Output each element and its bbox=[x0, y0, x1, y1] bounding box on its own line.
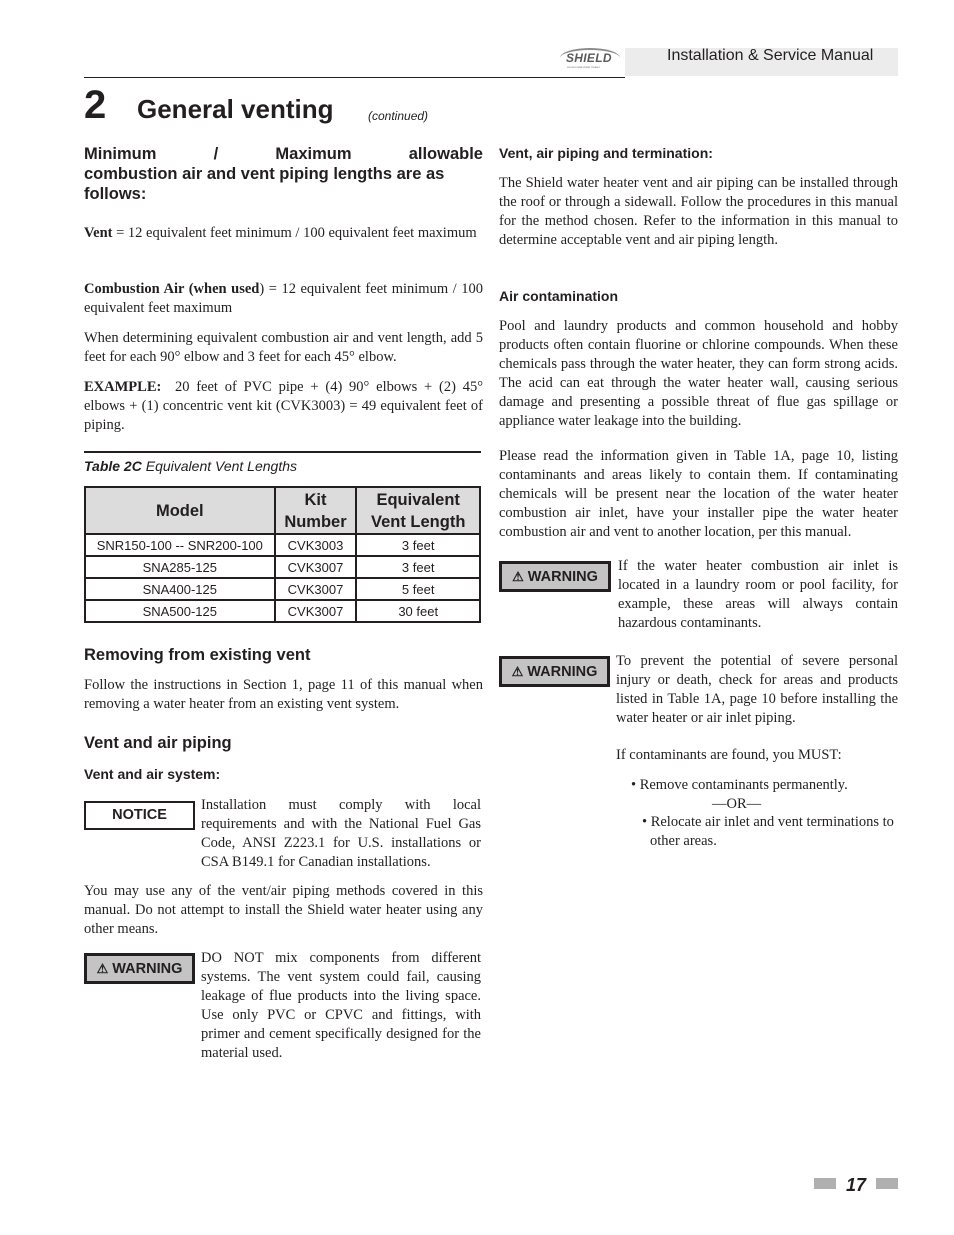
warning-text: DO NOT mix components from different systems. The vent system could fail, causing leakage of flue products into the living space. Use only PVC or CPVC and fittings, with primer and cement specifically designed for the material used. bbox=[201, 950, 481, 1061]
header-title: Installation & Service Manual bbox=[667, 47, 874, 64]
section-title: General venting bbox=[137, 94, 334, 124]
table-row bbox=[85, 578, 480, 600]
warning1-label: WARNING bbox=[527, 569, 598, 585]
table-header-model: Model bbox=[85, 487, 275, 534]
lengths-heading bbox=[84, 144, 483, 204]
warning2-label-box bbox=[499, 656, 610, 687]
page-number: 17 bbox=[846, 1175, 867, 1195]
table-top-rule bbox=[84, 451, 481, 453]
bullet-relocate: • Relocate air inlet and vent terminations to other areas. bbox=[642, 814, 894, 849]
notice-text: Installation must comply with local requirements and with the National Fuel Gas Code, ANSI Z223.1 for U.S. installations or CSA B149.1 for Canadian installations. bbox=[201, 797, 481, 870]
table-header-kit: Kit Number bbox=[275, 487, 357, 534]
example-text: 20 feet of PVC pipe + (4) 90° elbows + (2) 45° elbows + (1) concentric vent kit (CVK3003) = 49 equivalent feet of piping. bbox=[84, 379, 484, 433]
cell-model: SNA400-125 bbox=[85, 578, 275, 600]
vent-air-termination-heading: Vent, air piping and termination: bbox=[499, 145, 713, 161]
vent-text: = 12 equivalent feet minimum / 100 equivalent feet maximum bbox=[116, 225, 477, 241]
shield-logo bbox=[558, 48, 626, 74]
vent-air-heading: Vent and air piping bbox=[84, 734, 232, 752]
example-paragraph bbox=[84, 378, 483, 435]
cell-kit: CVK3007 bbox=[275, 600, 357, 622]
cell-model: SNA500-125 bbox=[85, 600, 275, 622]
equivalent-vent-lengths-table bbox=[84, 486, 481, 623]
vent-label: Vent bbox=[84, 225, 113, 241]
equivalent-length-paragraph: When determining equivalent combustion air and vent length, add 5 feet for each 90° elbow and 3 feet for each 45° elbow. bbox=[84, 330, 483, 365]
page-bar-right bbox=[876, 1178, 898, 1189]
table-row bbox=[85, 534, 480, 556]
air-contamination-paragraph-1: Pool and laundry products and common household and hobby products often contain fluorine or chlorine compounds. When these chemicals pass through the water heater, they can form strong acids. The acid can eat through the water heater wall, causing serious damage and presenting a possible threat of flue gas spillage or appliance water leakage into the building. bbox=[499, 318, 898, 429]
table-row bbox=[85, 600, 480, 622]
combustion-air-paragraph bbox=[84, 280, 483, 318]
table-row bbox=[85, 556, 480, 578]
page-bar-left bbox=[814, 1178, 836, 1189]
combustion-air-text: ) = 12 equivalent feet minimum / 100 equivalent feet maximum bbox=[84, 281, 483, 316]
example-label: EXAMPLE: bbox=[84, 379, 162, 395]
warning-triangle-icon: ⚠ bbox=[512, 569, 524, 584]
air-contamination-paragraph-2: Please read the information given in Table 1A, page 10, listing contaminants and areas likely to contain them. If contaminating chemicals will be present near the location of the water heater combustion air inlet, have your installer pipe the water heater combustion air and vent to another location, per this manual. bbox=[499, 448, 898, 540]
removing-paragraph: Follow the instructions in Section 1, page 11 of this manual when removing a water heater from an existing vent system. bbox=[84, 677, 483, 712]
cell-kit: CVK3007 bbox=[275, 578, 357, 600]
section-continued: (continued) bbox=[368, 109, 429, 123]
warning-label: WARNING bbox=[112, 961, 183, 977]
warning-triangle-icon: ⚠ bbox=[511, 664, 524, 679]
air-contamination-heading: Air contamination bbox=[499, 288, 619, 304]
cell-length: 3 feet bbox=[356, 534, 480, 556]
cell-kit: CVK3003 bbox=[275, 534, 357, 556]
methods-paragraph: You may use any of the vent/air piping methods covered in this manual. Do not attempt to install the Shield water heater using any other means. bbox=[84, 883, 483, 937]
removing-heading: Removing from existing vent bbox=[84, 646, 311, 664]
contaminants-found-text: If contaminants are found, you MUST: bbox=[616, 747, 842, 763]
lengths-heading-line1: Minimum / Maximum allowable bbox=[84, 145, 483, 163]
table-header-row bbox=[85, 487, 480, 534]
header-rule bbox=[84, 77, 625, 78]
table-caption-text: Equivalent Vent Lengths bbox=[145, 458, 297, 474]
warning2-label: WARNING bbox=[527, 664, 598, 680]
combustion-air-label: Combustion Air (when used bbox=[84, 281, 260, 297]
vent-length-paragraph bbox=[84, 224, 483, 243]
section-number: 2 bbox=[84, 83, 107, 127]
table-caption-number: Table 2C bbox=[84, 458, 142, 474]
logo-subtext: commercial water heater bbox=[567, 65, 600, 69]
warning1-label-box bbox=[499, 561, 611, 592]
notice-label: NOTICE bbox=[112, 807, 167, 823]
cell-length: 30 feet bbox=[356, 600, 480, 622]
table-header-length: Equivalent Vent Length bbox=[356, 487, 480, 534]
cell-length: 5 feet bbox=[356, 578, 480, 600]
vent-air-termination-paragraph: The Shield water heater vent and air piping can be installed through the roof or through a sidewall. Follow the procedures in this manual for the method chosen. Refer to the information in this manual to determine acceptable vent and air piping length. bbox=[499, 175, 898, 248]
cell-model: SNR150-100 -- SNR200-100 bbox=[85, 534, 275, 556]
cell-kit: CVK3007 bbox=[275, 556, 357, 578]
or-separator: —OR— bbox=[712, 796, 762, 812]
vent-air-system-heading: Vent and air system: bbox=[84, 766, 221, 782]
notice-label-box bbox=[84, 801, 195, 830]
bullet-remove: • Remove contaminants permanently. bbox=[631, 777, 848, 793]
cell-model: SNA285-125 bbox=[85, 556, 275, 578]
warning1-text: If the water heater combustion air inlet is located in a laundry room or pool facility, for example, these areas will always contain hazardous contaminants. bbox=[618, 558, 898, 631]
logo-text: SHIELD bbox=[566, 51, 612, 65]
warning-triangle-icon: ⚠ bbox=[96, 961, 109, 976]
warning2-text: To prevent the potential of severe personal injury or death, check for areas and products listed in Table 1A, page 10 before installing the water heater or air inlet piping. bbox=[616, 653, 898, 726]
table-caption bbox=[84, 458, 297, 474]
lengths-heading-rest: combustion air and vent piping lengths are as follows: bbox=[84, 165, 445, 203]
warning-label-box bbox=[84, 953, 195, 984]
cell-length: 3 feet bbox=[356, 556, 480, 578]
